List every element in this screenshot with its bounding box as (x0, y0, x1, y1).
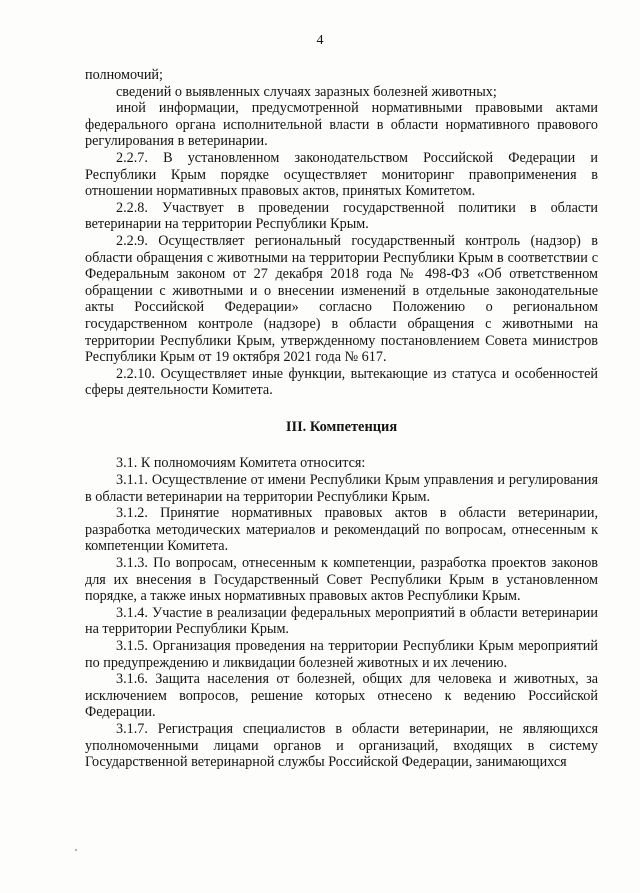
section-3-paragraphs (85, 455, 598, 770)
paragraph: 3.1.7. Регистрация специалистов в области ветеринарии, не являющихся уполномоченными лицами органов и организаций, входящих в систему Государственной ветеринарной службы Российской Федерации, занимающихся (85, 720, 598, 771)
page-number: 4 (316, 33, 324, 48)
paragraph: 2.2.7. В установленном законодательством Российской Федерации и Республики Крым порядке осуществляет мониторинг правоприменения в отношении нормативных правовых актов, принятых Комитетом. (85, 149, 598, 200)
paragraph: 3.1.3. По вопросам, отнесенным к компетенции, разработка проектов законов для их внесения в Государственный Совет Республики Крым в установленном порядке, а также иных нормативных правовых актов Республики Крым. (85, 555, 598, 605)
document-body (85, 67, 598, 771)
paragraph: 2.2.10. Осуществляет иные функции, вытекающие из статуса и особенностей сферы деятельности Комитета. (85, 365, 598, 399)
paragraph: 3.1.2. Принятие нормативных правовых актов в области ветеринарии, разработка методических материалов и рекомендаций по вопросам, отнесенным к компетенции Комитета. (85, 505, 598, 555)
section-heading: III. Компетенция (285, 418, 398, 435)
scan-speck (75, 849, 77, 851)
paragraph: 3.1.4. Участие в реализации федеральных мероприятий в области ветеринарии на территории Республики Крым. (85, 604, 598, 638)
paragraph: сведений о выявленных случаях заразных болезней животных; (116, 83, 497, 100)
paragraph: 3.1.5. Организация проведения на территории Республики Крым мероприятий по предупреждению и ликвидации болезней животных и их лечению. (85, 638, 598, 671)
section-2-paragraphs (85, 67, 598, 399)
paragraph: 2.2.9. Осуществляет региональный государственный контроль (надзор) в области обращения с животными на территории Республики Крым в соответствии с Федеральным законом от 27 декабря 2018 года № 498-ФЗ «Об ответственном обращении с животными и о внесении изменений в отдельные законодательные акты Российской Федерации» согласно Положению о региональном государственном контроле (надзоре) в области обращения с животными на территории Республики Крым, утвержденному постановлением Совета министров Республики Крым от 19 октября 2021 года № 617. (85, 232, 598, 366)
paragraph: полномочий; (85, 67, 163, 83)
paragraph: 3.1.1. Осуществление от имени Республики Крым управления и регулирования в области ветеринарии на территории Республики Крым. (85, 472, 598, 505)
paragraph: иной информации, предусмотренной нормативными правовыми актами федерального органа исполнительной власти в области нормативного правового регулирования в ветеринарии. (85, 100, 598, 150)
paragraph: 2.2.8. Участвует в проведении государственной политики в области ветеринарии на территории Республики Крым. (85, 199, 598, 233)
paragraph: 3.1. К полномочиям Комитета относится: (116, 455, 366, 472)
paragraph: 3.1.6. Защита населения от болезней, общих для человека и животных, за исключением вопросов, решение которых отнесено к ведению Российской Федерации. (85, 671, 598, 721)
